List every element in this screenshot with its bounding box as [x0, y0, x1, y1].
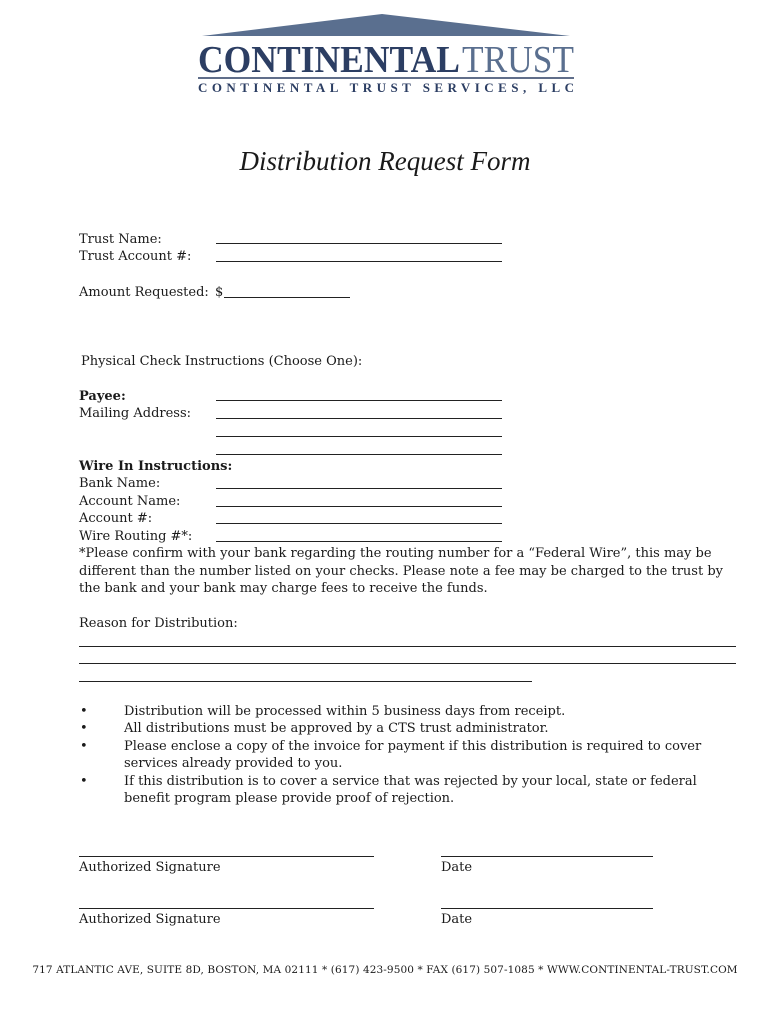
bullet-marker: • — [80, 774, 88, 789]
trust-account-label: Trust Account #: — [79, 249, 192, 264]
bullet-item: If this distribution is to cover a service that was rejected by your local, state or federal benefit program please provide proof of rejection. — [124, 774, 697, 806]
trust-account-line[interactable] — [216, 261, 502, 262]
account-number-line[interactable] — [216, 523, 502, 524]
bank-name-label: Bank Name: — [79, 476, 161, 491]
routing-label: Wire Routing #*: — [79, 529, 193, 544]
account-name-label: Account Name: — [79, 494, 181, 509]
logo-word-accent: TRUST — [462, 39, 574, 81]
mailing-address-line-2[interactable] — [216, 436, 502, 437]
reason-line-2[interactable] — [79, 663, 736, 664]
trust-name-line[interactable] — [216, 243, 502, 244]
dollar-sign: $ — [215, 285, 224, 300]
authorized-signature-label: Authorized Signature — [79, 860, 221, 875]
account-number-label: Account #: — [79, 511, 153, 526]
bullet-marker: • — [80, 704, 88, 719]
mailing-address-label: Mailing Address: — [79, 406, 192, 421]
amount-line[interactable] — [224, 297, 350, 298]
mailing-address-line-1[interactable] — [216, 418, 502, 419]
form-title: Distribution Request Form — [239, 146, 531, 176]
mailing-address-line-3[interactable] — [216, 454, 502, 455]
date-line-1[interactable] — [441, 856, 653, 857]
bullet-marker: • — [80, 739, 88, 754]
date-label: Date — [441, 912, 473, 927]
wire-note: *Please confirm with your bank regarding the routing number for a “Federal Wire”, this may be different than the number listed on your checks. Please note a fee may be charged to the trust by the bank and your bank may charge fees to receive the funds. — [79, 546, 723, 596]
check-instructions-heading: Physical Check Instructions (Choose One): — [81, 354, 363, 369]
wire-heading: Wire In Instructions: — [79, 459, 233, 474]
payee-label: Payee: — [79, 389, 126, 404]
payee-line[interactable] — [216, 400, 502, 401]
reason-label: Reason for Distribution: — [79, 616, 238, 631]
signature-line-2[interactable] — [79, 908, 374, 909]
account-name-line[interactable] — [216, 506, 502, 507]
logo-roof — [202, 14, 570, 36]
footer-address: 717 ATLANTIC AVE, SUITE 8D, BOSTON, MA 02111 * (617) 423-9500 * FAX (617) 507-1085 * WWW.CONTINENTAL-TRUST.COM — [32, 964, 738, 976]
signature-line-1[interactable] — [79, 856, 374, 857]
date-line-2[interactable] — [441, 908, 653, 909]
bullet-item: Distribution will be processed within 5 business days from receipt. — [124, 704, 566, 719]
bullet-item: Please enclose a copy of the invoice for payment if this distribution is required to cover services already provided to you. — [124, 739, 702, 771]
logo-subtitle: CONTINENTAL TRUST SERVICES, LLC — [198, 80, 574, 94]
amount-label: Amount Requested: — [79, 285, 209, 300]
date-label: Date — [441, 860, 473, 875]
bank-name-line[interactable] — [216, 488, 502, 489]
bullet-item: All distributions must be approved by a CTS trust administrator. — [124, 721, 549, 736]
routing-line[interactable] — [216, 541, 502, 542]
company-logo — [192, 12, 580, 94]
trust-name-label: Trust Name: — [79, 232, 162, 247]
reason-line-3[interactable] — [79, 681, 532, 682]
logo-word-main: CONTINENTAL — [198, 39, 460, 81]
reason-line-1[interactable] — [79, 646, 736, 647]
authorized-signature-label: Authorized Signature — [79, 912, 221, 927]
bullet-marker: • — [80, 721, 88, 736]
